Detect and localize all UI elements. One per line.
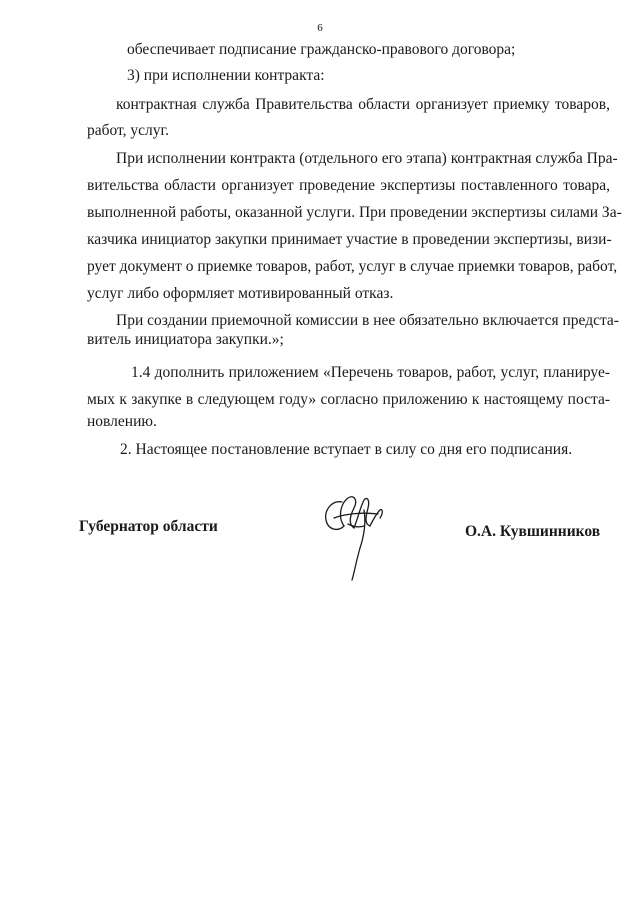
text-line: При исполнении контракта (отдельного его этапа) контрактная служба Пра- <box>116 150 618 167</box>
text-line: обеспечивает подписание гражданско-правового договора; <box>127 41 516 58</box>
list-item-3: 3) при исполнении контракта: <box>127 67 325 84</box>
signatory-name: О.А. Кувшинников <box>465 523 601 540</box>
text-line: выполненной работы, оказанной услуги. При проведении экспертизы силами За- <box>87 204 622 221</box>
signatory-title: Губернатор области <box>79 518 218 535</box>
text-line: рует документ о приемке товаров, работ, услуг в случае приемки товаров, работ, <box>87 258 618 275</box>
text-line: услуг либо оформляет мотивированный отказ. <box>87 285 394 302</box>
text-line: казчика инициатор закупки принимает участие в проведении экспертизы, визи- <box>87 231 612 248</box>
handwritten-signature <box>318 488 388 584</box>
text-line: вительства области организует проведение экспертизы поставленного товара, <box>87 177 610 194</box>
text-line: контрактная служба Правительства области организует приемку товаров, <box>116 96 610 113</box>
text-line: При создании приемочной комиссии в нее обязательно включается предста- <box>116 312 619 329</box>
text-line: 1.4 дополнить приложением «Перечень товаров, работ, услуг, планируе- <box>131 364 610 381</box>
text-line: витель инициатора закупки.»; <box>87 331 284 348</box>
text-line: мых к закупке в следующем году» согласно приложению к настоящему поста- <box>87 391 610 408</box>
text-line: 2. Настоящее постановление вступает в силу со дня его подписания. <box>120 441 573 458</box>
text-line: новлению. <box>87 413 157 430</box>
page-number: 6 <box>317 22 323 34</box>
text-line: работ, услуг. <box>87 122 170 139</box>
